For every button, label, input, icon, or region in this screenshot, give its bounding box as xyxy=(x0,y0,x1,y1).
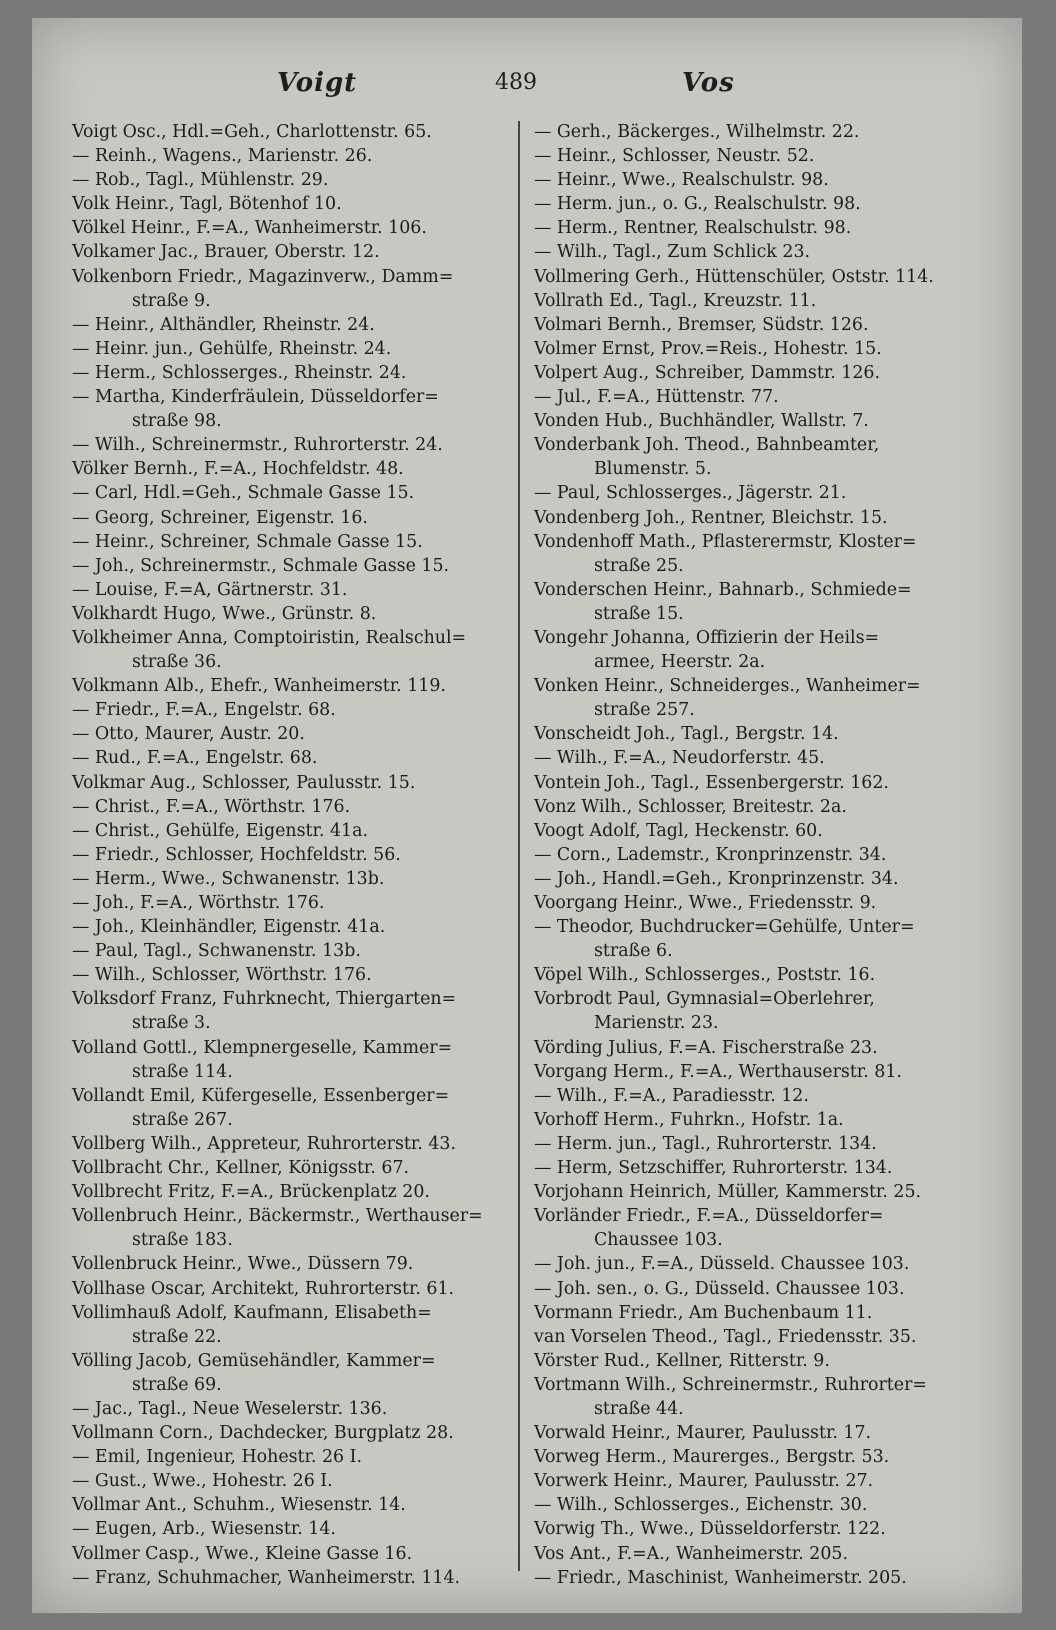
entry-text: Vollmann Corn., Dachdecker, Burgplatz 28. xyxy=(72,1423,454,1444)
entry-text: Volmer Ernst, Prov.=Reis., Hohestr. 15. xyxy=(534,338,882,359)
directory-entry xyxy=(72,1517,512,1541)
directory-entry xyxy=(534,1036,1004,1060)
entry-text: Vongehr Johanna, Offizierin der Heils= xyxy=(534,627,880,648)
entry-text: — Wilh., Tagl., Zum Schlick 23. xyxy=(534,242,811,263)
entry-text: Vorgang Herm., F.=A., Werthauserstr. 81. xyxy=(534,1061,902,1082)
entry-text: Volland Gottl., Klempnergeselle, Kammer= xyxy=(72,1037,453,1058)
entry-text: Vöpel Wilh., Schlosserges., Poststr. 16. xyxy=(534,965,876,986)
entry-text: Vos Ant., F.=A., Wanheimerstr. 205. xyxy=(534,1543,848,1564)
directory-entry xyxy=(72,1277,512,1301)
entry-text: Vollmering Gerh., Hüttenschüler, Oststr. 114. xyxy=(534,266,934,287)
directory-entry xyxy=(534,1517,1004,1541)
entry-text: Voogt Adolf, Tagl, Heckenstr. 60. xyxy=(534,820,823,841)
entry-text: Vorjohann Heinrich, Müller, Kammerstr. 25. xyxy=(534,1182,922,1203)
entry-text: Vorwerk Heinr., Maurer, Paulusstr. 27. xyxy=(534,1471,874,1492)
directory-entry xyxy=(534,240,1004,264)
entry-text: — Friedr., F.=A., Engelstr. 68. xyxy=(72,700,336,721)
entry-continuation: straße 257. xyxy=(594,700,695,721)
directory-entry xyxy=(72,578,512,602)
entry-text: — Friedr., Maschinist, Wanheimerstr. 205. xyxy=(534,1567,907,1588)
entry-text: Vollmer Casp., Wwe., Kleine Gasse 16. xyxy=(72,1543,413,1564)
entry-text: Volkenborn Friedr., Magazinverw., Damm= xyxy=(72,266,454,287)
entry-continuation: Marienstr. 23. xyxy=(594,1013,719,1034)
entry-text: Vonz Wilh., Schlosser, Breitestr. 2a. xyxy=(534,796,847,817)
directory-entry xyxy=(534,337,1004,361)
directory-entry xyxy=(534,1493,1004,1517)
directory-entry xyxy=(534,843,1004,867)
directory-entry xyxy=(534,1060,1004,1084)
entry-text: — Herm. jun., Tagl., Ruhrorterstr. 134. xyxy=(534,1133,877,1154)
directory-entry xyxy=(72,457,512,481)
entry-text: — Otto, Maurer, Austr. 20. xyxy=(72,724,305,745)
entry-text: Vonderbank Joh. Theod., Bahnbeamter, xyxy=(534,435,880,456)
entry-text: Vormann Friedr., Am Buchenbaum 11. xyxy=(534,1302,873,1323)
directory-entry xyxy=(72,1180,512,1204)
entry-text: — Friedr., Schlosser, Hochfeldstr. 56. xyxy=(72,844,401,865)
directory-entry xyxy=(534,578,1004,626)
directory-entry xyxy=(72,602,512,626)
entry-text: — Joh., Kleinhändler, Eigenstr. 41a. xyxy=(72,917,386,938)
directory-entry xyxy=(534,216,1004,240)
directory-entry xyxy=(72,506,512,530)
entry-text: Vondenberg Joh., Rentner, Bleichstr. 15. xyxy=(534,507,888,528)
entry-text: — Paul, Tagl., Schwanenstr. 13b. xyxy=(72,941,361,962)
directory-entry xyxy=(534,1469,1004,1493)
left-column xyxy=(72,120,512,1590)
directory-entry xyxy=(72,1397,512,1421)
directory-entry xyxy=(72,1156,512,1180)
entry-continuation: Chaussee 103. xyxy=(594,1230,723,1251)
directory-entry xyxy=(72,963,512,987)
directory-entry xyxy=(72,1542,512,1566)
directory-entry xyxy=(72,192,512,216)
entry-text: — Gust., Wwe., Hohestr. 26 I. xyxy=(72,1471,333,1492)
entry-text: — Joh. jun., F.=A., Düsseld. Chaussee 103. xyxy=(534,1254,910,1275)
column-divider xyxy=(518,121,520,1571)
directory-entry xyxy=(534,915,1004,963)
directory-entry xyxy=(72,626,512,674)
entry-text: — Herm. jun., o. G., Realschulstr. 98. xyxy=(534,194,861,215)
directory-entry xyxy=(72,433,512,457)
directory-entry xyxy=(72,530,512,554)
directory-entry xyxy=(534,120,1004,144)
entry-text: — Joh. sen., o. G., Düsseld. Chaussee 103. xyxy=(534,1278,905,1299)
entry-continuation: straße 3. xyxy=(132,1013,211,1034)
entry-text: Vortmann Wilh., Schreinermstr., Ruhrorter= xyxy=(534,1374,927,1395)
entry-text: — Joh., Schreinermstr., Schmale Gasse 15. xyxy=(72,555,450,576)
entry-continuation: straße 36. xyxy=(132,652,222,673)
entry-text: Vorweg Herm., Maurerges., Bergstr. 53. xyxy=(534,1447,890,1468)
entry-continuation: straße 183. xyxy=(132,1230,233,1251)
directory-entry xyxy=(534,1277,1004,1301)
directory-entry xyxy=(72,915,512,939)
entry-text: — Reinh., Wagens., Marienstr. 26. xyxy=(72,146,373,167)
entry-text: Voorgang Heinr., Wwe., Friedensstr. 9. xyxy=(534,893,877,913)
entry-text: — Paul, Schlosserges., Jägerstr. 21. xyxy=(534,483,847,504)
directory-entry xyxy=(72,120,512,144)
entry-continuation: straße 44. xyxy=(594,1398,684,1419)
entry-text: — Heinr., Schreiner, Schmale Gasse 15. xyxy=(72,531,423,552)
directory-entry xyxy=(534,361,1004,385)
directory-page xyxy=(32,18,1022,1613)
entry-continuation: straße 69. xyxy=(132,1374,222,1395)
directory-entry xyxy=(534,746,1004,770)
directory-entry xyxy=(72,1301,512,1349)
entry-text: — Georg, Schreiner, Eigenstr. 16. xyxy=(72,507,368,528)
entry-text: — Louise, F.=A, Gärtnerstr. 31. xyxy=(72,579,348,600)
directory-entry xyxy=(72,554,512,578)
entry-text: — Heinr. jun., Gehülfe, Rheinstr. 24. xyxy=(72,338,392,359)
directory-entry xyxy=(72,795,512,819)
directory-entry xyxy=(72,216,512,240)
entry-text: — Theodor, Buchdrucker=Gehülfe, Unter= xyxy=(534,917,915,938)
entry-text: — Herm, Setzschiffer, Ruhrorterstr. 134. xyxy=(534,1158,893,1179)
directory-entry xyxy=(72,1566,512,1590)
directory-entry xyxy=(72,481,512,505)
entry-text: Volpert Aug., Schreiber, Dammstr. 126. xyxy=(534,362,881,383)
entry-text: Volkmar Aug., Schlosser, Paulusstr. 15. xyxy=(72,772,416,793)
directory-entry xyxy=(72,771,512,795)
directory-entry xyxy=(534,722,1004,746)
directory-entry xyxy=(72,361,512,385)
entry-text: Volkheimer Anna, Comptoiristin, Realschul= xyxy=(72,627,467,648)
entry-text: Vorbrodt Paul, Gymnasial=Oberlehrer, xyxy=(534,989,875,1010)
entry-text: Vollimhauß Adolf, Kaufmann, Elisabeth= xyxy=(72,1302,432,1323)
entry-text: Vollbracht Chr., Kellner, Königsstr. 67. xyxy=(72,1158,410,1179)
directory-entry xyxy=(534,313,1004,337)
directory-entry xyxy=(534,385,1004,409)
entry-text: Voigt Osc., Hdl.=Geh., Charlottenstr. 65. xyxy=(72,122,432,142)
entry-text: Vörster Rud., Kellner, Ritterstr. 9. xyxy=(534,1350,830,1371)
directory-entry xyxy=(72,1349,512,1397)
directory-entry xyxy=(534,192,1004,216)
directory-entry xyxy=(534,891,1004,915)
directory-entry xyxy=(534,1445,1004,1469)
right-column xyxy=(534,120,1004,1590)
entry-text: — Rud., F.=A., Engelstr. 68. xyxy=(72,748,318,769)
entry-text: — Wilh., Schlosserges., Eichenstr. 30. xyxy=(534,1495,868,1516)
entry-text: Vollmar Ant., Schuhm., Wiesenstr. 14. xyxy=(72,1495,406,1516)
entry-text: Volksdorf Franz, Fuhrknecht, Thiergarten= xyxy=(72,989,457,1010)
directory-entry xyxy=(534,1542,1004,1566)
entry-text: — Heinr., Althändler, Rheinstr. 24. xyxy=(72,314,375,335)
directory-entry xyxy=(534,1349,1004,1373)
entry-continuation: Blumenstr. 5. xyxy=(594,459,712,480)
entry-text: — Wilh., Schlosser, Wörthstr. 176. xyxy=(72,965,372,986)
directory-entry xyxy=(72,1421,512,1445)
entry-text: Völker Bernh., F.=A., Hochfeldstr. 48. xyxy=(72,459,404,480)
entry-text: Vollberg Wilh., Appreteur, Ruhrorterstr. 43. xyxy=(72,1133,457,1154)
entry-text: Vonken Heinr., Schneiderges., Wanheimer= xyxy=(534,676,921,697)
entry-text: Vorländer Friedr., F.=A., Düsseldorfer= xyxy=(534,1206,884,1227)
entry-continuation: straße 25. xyxy=(594,555,684,576)
directory-entry xyxy=(72,674,512,698)
directory-entry xyxy=(534,626,1004,674)
directory-entry xyxy=(72,385,512,433)
entry-text: Vollandt Emil, Küfergeselle, Essenberger= xyxy=(72,1085,450,1106)
entry-text: Vorwig Th., Wwe., Düsseldorferstr. 122. xyxy=(534,1519,886,1540)
entry-text: — Gerh., Bäckerges., Wilhelmstr. 22. xyxy=(534,122,860,142)
entry-text: — Carl, Hdl.=Geh., Schmale Gasse 15. xyxy=(72,483,415,504)
entry-text: Vonden Hub., Buchhändler, Wallstr. 7. xyxy=(534,411,869,432)
entry-text: — Martha, Kinderfräulein, Düsseldorfer= xyxy=(72,387,439,408)
entry-text: — Heinr., Wwe., Realschulstr. 98. xyxy=(534,170,829,191)
entry-continuation: straße 114. xyxy=(132,1061,233,1082)
entry-continuation: straße 15. xyxy=(594,603,684,624)
entry-text: Vorhoff Herm., Fuhrkn., Hofstr. 1a. xyxy=(534,1109,844,1130)
directory-entry xyxy=(72,698,512,722)
directory-entry xyxy=(534,168,1004,192)
directory-entry xyxy=(534,1084,1004,1108)
entry-text: Volkamer Jac., Brauer, Oberstr. 12. xyxy=(72,242,380,263)
entry-text: Volkhardt Hugo, Wwe., Grünstr. 8. xyxy=(72,603,377,624)
entry-text: — Franz, Schuhmacher, Wanheimerstr. 114. xyxy=(72,1567,461,1588)
entry-text: Vollbrecht Fritz, F.=A., Brückenplatz 20. xyxy=(72,1182,430,1203)
directory-entry xyxy=(72,722,512,746)
directory-entry xyxy=(72,891,512,915)
entry-text: Volkmann Alb., Ehefr., Wanheimerstr. 119. xyxy=(72,676,446,697)
directory-entry xyxy=(72,168,512,192)
directory-entry xyxy=(534,409,1004,433)
entry-continuation: straße 9. xyxy=(132,290,211,311)
entry-text: — Eugen, Arb., Wiesenstr. 14. xyxy=(72,1519,336,1540)
directory-entry xyxy=(534,506,1004,530)
page-number: 489 xyxy=(495,70,537,95)
page-header xyxy=(32,68,1022,108)
directory-entry xyxy=(72,265,512,313)
directory-entry xyxy=(72,819,512,843)
directory-entry xyxy=(534,1421,1004,1445)
entry-text: Vörding Julius, F.=A. Fischerstraße 23. xyxy=(534,1037,878,1058)
entry-text: — Herm., Wwe., Schwanenstr. 13b. xyxy=(72,868,385,889)
entry-continuation: straße 98. xyxy=(132,411,222,432)
directory-entry xyxy=(534,819,1004,843)
entry-text: Volmari Bernh., Bremser, Südstr. 126. xyxy=(534,314,869,335)
directory-entry xyxy=(72,313,512,337)
header-left-word: Voigt xyxy=(277,68,358,98)
entry-text: — Herm., Schlosserges., Rheinstr. 24. xyxy=(72,362,407,383)
directory-entry xyxy=(534,987,1004,1035)
directory-entry xyxy=(72,1204,512,1252)
directory-entry xyxy=(534,1132,1004,1156)
entry-text: — Wilh., F.=A., Neudorferstr. 45. xyxy=(534,748,825,769)
entry-text: — Christ., Gehülfe, Eigenstr. 41a. xyxy=(72,820,369,841)
directory-entry xyxy=(534,1156,1004,1180)
directory-entry xyxy=(72,337,512,361)
directory-entry xyxy=(534,1108,1004,1132)
directory-entry xyxy=(72,1252,512,1276)
entry-text: — Jac., Tagl., Neue Weselerstr. 136. xyxy=(72,1398,388,1419)
directory-entry xyxy=(534,1180,1004,1204)
entry-text: Vonderschen Heinr., Bahnarb., Schmiede= xyxy=(534,579,912,600)
entry-continuation: straße 22. xyxy=(132,1326,222,1347)
directory-entry xyxy=(534,1566,1004,1590)
directory-entry xyxy=(534,867,1004,891)
directory-entry xyxy=(72,1036,512,1084)
entry-text: — Joh., Handl.=Geh., Kronprinzenstr. 34. xyxy=(534,868,899,889)
entry-text: — Christ., F.=A., Wörthstr. 176. xyxy=(72,796,351,817)
directory-entry xyxy=(72,1084,512,1132)
directory-entry xyxy=(534,1204,1004,1252)
directory-entry xyxy=(534,481,1004,505)
directory-entry xyxy=(72,843,512,867)
directory-entry xyxy=(534,1252,1004,1276)
entry-text: Vonscheidt Joh., Tagl., Bergstr. 14. xyxy=(534,724,839,745)
directory-entry xyxy=(534,1301,1004,1325)
directory-entry xyxy=(72,1469,512,1493)
directory-entry xyxy=(72,144,512,168)
directory-entry xyxy=(534,1325,1004,1349)
entry-text: — Rob., Tagl., Mühlenstr. 29. xyxy=(72,170,329,191)
entry-text: — Jul., F.=A., Hüttenstr. 77. xyxy=(534,387,779,408)
directory-entry xyxy=(72,240,512,264)
entry-text: — Wilh., Schreinermstr., Ruhrorterstr. 24. xyxy=(72,435,443,456)
directory-entry xyxy=(72,746,512,770)
entry-continuation: armee, Heerstr. 2a. xyxy=(594,652,766,673)
directory-entry xyxy=(534,144,1004,168)
directory-entry xyxy=(534,433,1004,481)
entry-text: Vollrath Ed., Tagl., Kreuzstr. 11. xyxy=(534,290,817,311)
directory-entry xyxy=(534,530,1004,578)
directory-entry xyxy=(72,867,512,891)
directory-entry xyxy=(534,265,1004,289)
directory-entry xyxy=(72,1445,512,1469)
entry-text: — Heinr., Schlosser, Neustr. 52. xyxy=(534,146,815,167)
entry-text: — Herm., Rentner, Realschulstr. 98. xyxy=(534,218,852,239)
directory-entry xyxy=(534,771,1004,795)
directory-entry xyxy=(72,1132,512,1156)
directory-entry xyxy=(534,289,1004,313)
entry-text: Völkel Heinr., F.=A., Wanheimerstr. 106. xyxy=(72,218,427,239)
directory-entry xyxy=(72,939,512,963)
entry-text: Vondenhoff Math., Pflasterermstr, Kloster= xyxy=(534,531,917,552)
entry-continuation: straße 6. xyxy=(594,941,673,962)
entry-text: — Corn., Lademstr., Kronprinzenstr. 34. xyxy=(534,844,887,865)
directory-entry xyxy=(534,795,1004,819)
header-right-word: Vos xyxy=(682,68,735,98)
entry-text: Völling Jacob, Gemüsehändler, Kammer= xyxy=(72,1350,436,1371)
entry-text: Vontein Joh., Tagl., Essenbergerstr. 162. xyxy=(534,772,889,793)
directory-entry xyxy=(72,987,512,1035)
directory-entry xyxy=(534,963,1004,987)
entry-text: van Vorselen Theod., Tagl., Friedensstr. 35. xyxy=(534,1326,917,1347)
directory-entry xyxy=(72,1493,512,1517)
entry-continuation: straße 267. xyxy=(132,1109,233,1130)
entry-text: Vorwald Heinr., Maurer, Paulusstr. 17. xyxy=(534,1423,872,1444)
entry-text: — Emil, Ingenieur, Hohestr. 26 I. xyxy=(72,1447,363,1468)
entry-text: Vollenbruck Heinr., Wwe., Düssern 79. xyxy=(72,1254,414,1275)
entry-text: Vollenbruch Heinr., Bäckermstr., Werthauser= xyxy=(72,1206,483,1227)
directory-entry xyxy=(534,674,1004,722)
entry-text: Vollhase Oscar, Architekt, Ruhrorterstr. 61. xyxy=(72,1278,455,1299)
entry-text: — Joh., F.=A., Wörthstr. 176. xyxy=(72,893,325,913)
entry-text: Volk Heinr., Tagl, Bötenhof 10. xyxy=(72,194,342,215)
entry-text: — Wilh., F.=A., Paradiesstr. 12. xyxy=(534,1085,809,1106)
directory-entry xyxy=(534,1373,1004,1421)
